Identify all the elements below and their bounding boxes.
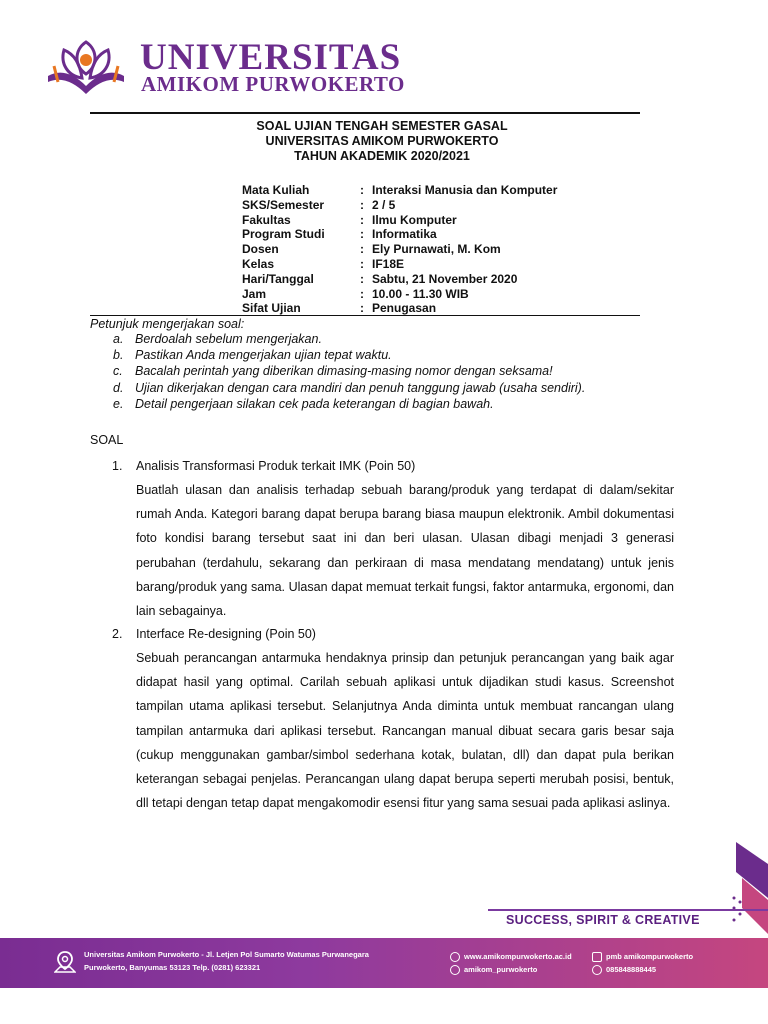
- info-row: [242, 227, 557, 242]
- instructions-list: [113, 331, 585, 412]
- questions-heading: SOAL: [90, 433, 124, 447]
- info-colon: :: [360, 271, 364, 286]
- info-colon: :: [360, 197, 364, 212]
- list-marker: c.: [113, 364, 123, 379]
- info-row: [242, 257, 557, 272]
- info-row: [242, 301, 557, 316]
- info-value: 2 / 5: [372, 197, 396, 212]
- list-text: Pastikan Anda mengerjakan ujian tepat waktu.: [135, 348, 392, 363]
- facebook-text: pmb amikompurwokerto: [606, 952, 694, 961]
- info-row: [242, 272, 557, 287]
- list-marker: a.: [113, 332, 124, 346]
- info-value: 10.00 - 11.30 WIB: [372, 286, 469, 301]
- info-key: Program Studi: [242, 227, 325, 242]
- website-text: www.amikompurwokerto.ac.id: [464, 952, 572, 961]
- question-number: 2.: [112, 627, 123, 641]
- facebook-icon: [592, 952, 602, 962]
- info-colon: :: [360, 183, 364, 197]
- info-row: [242, 183, 557, 198]
- info-colon: :: [360, 286, 364, 301]
- globe-icon: [450, 952, 460, 962]
- question-body: Sebuah perancangan antarmuka hendaknya prinsip dan petunjuk perancangan yang baik agar didapat hasil yang optimal. Carilah sebuah aplikasi untuk dijadikan studi kasus. Screenshot tampilan utama aplikasi tersebut. Selanjutnya Anda diminta untuk membuat rancangan ulang tampilan antarmuka dari aplikasi tersebut. Rancangan manual dibuat secara garis besar saja (cukup menggunakan gambar/simbol sederhana kotak, bulatan, dll) dan dapat pula berikan keterangan sebagai penjelas. Perancangan ulang dapat berupa seperti merubah posisi, bentuk, dll tetapi dengan tetap dapat mengakomodir esensi fitur yang sama sesuai pada aplikasi aslinya.: [136, 651, 674, 811]
- info-row: [242, 213, 557, 228]
- instructions-heading: Petunjuk mengerjakan soal:: [90, 317, 245, 331]
- facebook-link[interactable]: [592, 950, 693, 963]
- whatsapp-icon: [592, 965, 602, 975]
- campus-name: AMIKOM PURWOKERTO: [141, 72, 405, 96]
- whatsapp-text: 085848888445: [606, 965, 657, 974]
- list-marker: b.: [113, 348, 124, 363]
- footer-address: [84, 948, 369, 974]
- instagram-text: amikom_purwokerto: [464, 965, 538, 974]
- exam-title-line: TAHUN AKADEMIK 2020/2021: [294, 149, 470, 163]
- info-value: Ilmu Komputer: [372, 212, 457, 227]
- info-key: Kelas: [242, 256, 275, 271]
- question-number: 1.: [112, 459, 123, 473]
- footer-social-links: [592, 950, 693, 976]
- instagram-icon: [450, 965, 460, 975]
- info-value: Interaksi Manusia dan Komputer: [372, 183, 558, 197]
- instagram-link[interactable]: [450, 963, 572, 976]
- info-colon: :: [360, 212, 364, 227]
- address-line: Universitas Amikom Purwokerto - Jl. Letjen Pol Sumarto Watumas Purwanegara: [84, 950, 369, 959]
- exam-title: [90, 119, 674, 164]
- list-item: [113, 331, 585, 347]
- list-item: [113, 380, 585, 396]
- list-item: [113, 396, 585, 412]
- info-key: Mata Kuliah: [242, 183, 310, 197]
- decorative-chevron: [728, 838, 768, 938]
- info-colon: :: [360, 242, 364, 257]
- list-text: Detail pengerjaan silakan cek pada keterangan di bagian bawah.: [135, 396, 494, 411]
- list-item: [113, 363, 585, 379]
- info-key: SKS/Semester: [242, 197, 325, 212]
- university-name: UNIVERSITAS: [140, 37, 402, 78]
- info-value: IF18E: [372, 256, 405, 271]
- info-colon: :: [360, 301, 364, 316]
- question-title: [112, 627, 316, 641]
- info-value: Ely Purnawati, M. Kom: [372, 242, 501, 257]
- info-key: Hari/Tanggal: [242, 271, 314, 286]
- list-text: Ujian dikerjakan dengan cara mandiri dan penuh tanggung jawab (usaha sendiri).: [135, 380, 586, 395]
- question-body: Buatlah ulasan dan analisis terhadap sebuah barang/produk yang terdapat di dalam/sekitar rumah Anda. Kategori barang dapat berupa barang biasa maupun elektronik. Ambil dokumentasi foto kondisi barang tersebut saat ini dan beri ulasan. Ulasan dibagi menjadi 3 generasi perubahan (terdahulu, sekarang dan perkiraan di masa mendatang mendatang) untuk jenis barang/produk yang sama. Ulasan dapat memuat terkait fungsi, faktor antarmuka, ergonomi, dan lain sebagainya.: [136, 483, 674, 619]
- info-colon: :: [360, 227, 364, 242]
- university-logo: [44, 36, 128, 98]
- website-link[interactable]: [450, 950, 572, 963]
- slogan: SUCCESS, SPIRIT & CREATIVE: [506, 913, 700, 927]
- exam-title-line: UNIVERSITAS AMIKOM PURWOKERTO: [265, 134, 499, 148]
- whatsapp-link[interactable]: [592, 963, 693, 976]
- footer-web-links: [450, 950, 572, 976]
- info-value: Penugasan: [372, 301, 437, 316]
- info-row: [242, 287, 557, 302]
- question-title-text: Interface Re-designing (Poin 50): [136, 627, 316, 641]
- exam-title-line: SOAL UJIAN TENGAH SEMESTER GASAL: [256, 119, 508, 133]
- list-text: Berdoalah sebelum mengerjakan.: [135, 332, 322, 346]
- list-marker: e.: [113, 396, 124, 411]
- info-colon: :: [360, 256, 364, 271]
- info-key: Sifat Ujian: [242, 301, 301, 316]
- info-key: Dosen: [242, 242, 279, 257]
- address-line: Purwokerto, Banyumas 53123 Telp. (0281) 623321: [84, 963, 261, 972]
- list-marker: d.: [113, 380, 124, 395]
- slogan-underline: [488, 909, 768, 911]
- question-title: [112, 459, 415, 473]
- course-info-table: [242, 183, 557, 316]
- header-divider: [90, 112, 640, 114]
- list-item: [113, 347, 585, 363]
- info-key: Fakultas: [242, 212, 291, 227]
- info-value: Sabtu, 21 November 2020: [372, 271, 518, 286]
- map-pin-icon: [54, 950, 76, 974]
- letterhead: [44, 34, 444, 104]
- info-value: Informatika: [372, 227, 437, 242]
- info-row: [242, 198, 557, 213]
- info-key: Jam: [242, 286, 267, 301]
- question-title-text: Analisis Transformasi Produk terkait IMK (Poin 50): [136, 459, 416, 473]
- list-text: Bacalah perintah yang diberikan dimasing-masing nomor dengan seksama!: [135, 364, 553, 379]
- info-row: [242, 242, 557, 257]
